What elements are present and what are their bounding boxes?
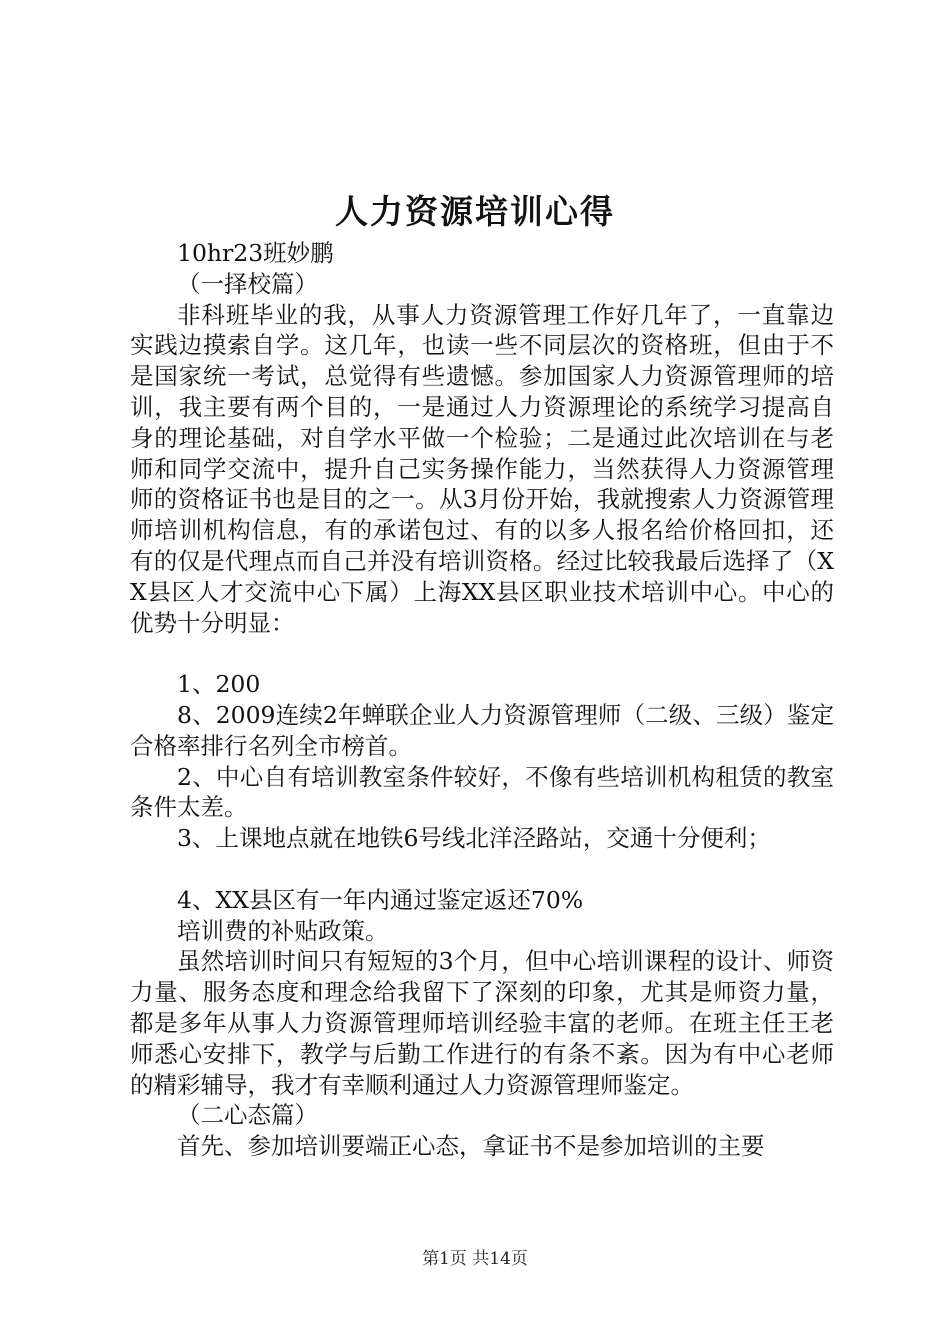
list-item-1a: 1、200 bbox=[177, 670, 261, 699]
page-number-footer: 第1页 共14页 bbox=[422, 1249, 528, 1269]
list-item-1b: 8、2009连续2年蝉联企业人力资源管理师（二级、三级）鉴定合格率排行名列全市榜首。 bbox=[130, 700, 834, 760]
section-heading-1: （一择校篇） bbox=[177, 269, 318, 298]
author-line: 10hr23班妙鹏 bbox=[177, 239, 334, 267]
section-heading-2: （二心态篇） bbox=[177, 1101, 318, 1130]
list-item-3: 3、上课地点就在地铁6号线北洋泾路站，交通十分便利； bbox=[177, 824, 771, 853]
paragraph-1: 非科班毕业的我，从事人力资源管理工作好几年了，一直靠边实践边摸索自学。这几年，也读一些不同层次的资格班，但由于不是国家统一考试，总觉得有些遗憾。参加国家人力资源管理师的培训，我主要有两个目的，一是通过人力资源理论的系统学习提高自身的理论基础，对自学水平做一个检验；二是通过此次培训在与老师和同学交流中，提升自己实务操作能力，当然获得人力资源管理师的资格证书也是目的之一。从3月份开始，我就搜索人力资源管理师培训机构信息，有的承诺包过、有的以多人报名给价格回扣，还有的仅是代理点而自己并没有培训资格。经过比较我最后选择了（XX县区人才交流中心下属）上海XX县区职业技术培训中心。中心的优势十分明显： bbox=[130, 300, 834, 637]
document-body bbox=[130, 238, 834, 1162]
list-item-4a: 4、XX县区有一年内通过鉴定返还70% bbox=[177, 885, 584, 914]
list-item-2: 2、中心自有培训教室条件较好，不像有些培训机构租赁的教室条件太差。 bbox=[130, 762, 834, 822]
document-title: 人力资源培训心得 bbox=[335, 192, 615, 231]
list-item-4b: 培训费的补贴政策。 bbox=[177, 916, 389, 945]
paragraph-3: 首先、参加培训要端正心态，拿证书不是参加培训的主要 bbox=[177, 1132, 765, 1161]
paragraph-2: 虽然培训时间只有短短的3个月，但中心培训课程的设计、师资力量、服务态度和理念给我留下了深刻的印象，尤其是师资力量，都是多年从事人力资源管理师培训经验丰富的老师。在班主任王老师悉心安排下，教学与后勤工作进行的有条不紊。因为有中心老师的精彩辅导，我才有幸顺利通过人力资源管理师鉴定。 bbox=[130, 947, 834, 1099]
